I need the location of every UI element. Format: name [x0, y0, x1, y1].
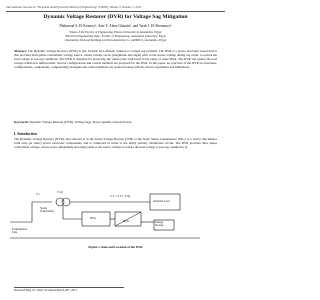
affiliation-2: ²Electrical Engineering Dept., Faculty of Engineering, Alexandria University, Egypt: [65, 33, 166, 38]
dvr-figure: [0, 162, 231, 242]
series-transformer-winding-2: [62, 198, 70, 206]
transmission-line-label: [12, 228, 27, 234]
load-voltage-label: V L = V S + V inj: [110, 195, 130, 198]
abstract-body: The Dynamic Voltage Restorer (DVR) is fast, flexible and efficient solution to voltage sag problem. The DVR is a power electronic based device that provides three-phase controllable voltage source, whose voltage vector (magnitude and angle) adds to the source voltage during sag event, to restore the load voltage to pre-sag conditions. The DVR is designed for protecting the whole plant with loads in the range of some MVA. The DVR can restore the load voltage within few milliseconds. Several configurations and control methods are proposed for the DVR. In this paper, an overview of the DVR, its functions, configurations, components, compensating strategies and control methods are reviewed along with the device capabilities and limitations.: [14, 49, 217, 70]
energy-storage-label: [155, 221, 164, 227]
paper-title: Dynamic Voltage Restorer (DVR) for Voltage Sag Mitigation: [43, 14, 188, 20]
section-heading-introduction: I. Introduction: [14, 132, 37, 136]
series-transformer-label: [40, 207, 54, 213]
journal-header: International Journal on "Technical and Physical Problems of Engineering" (IJTPE), Volume 3, Number 1, 2011: [6, 6, 142, 9]
filter-label: Filter: [90, 217, 97, 220]
transmission-line-label-line-2: Line: [12, 231, 18, 235]
affiliations: [16, 31, 215, 42]
figure-caption: Figure 1. Role and Location of the DVR: [88, 245, 143, 249]
series-transformer-label-line-1: Series: [40, 207, 47, 210]
header-divider: [6, 11, 225, 12]
affiliation-3: ³Alexandria National Refining and Petrochemicals Co. (ANRPC), Alexandria, Egypt: [64, 37, 167, 42]
keywords: [14, 120, 217, 124]
dvr-schematic: [0, 162, 231, 242]
energy-storage-label-line-2: Storage: [155, 224, 164, 228]
dvr-label: DVR: [123, 220, 129, 223]
transmission-line-label-line-1: Transmission: [12, 228, 27, 231]
keywords-heading: Keywords:: [14, 120, 29, 124]
keywords-body: Dynamic Voltage Restorer (DVR), Voltage Sags, Power Quality, Custom Power.: [29, 120, 133, 124]
abstract: [14, 49, 217, 69]
affiliation-1: ¹Dean of the Faculty of Engineering, Pharos University in Alexandria, Egypt: [69, 30, 162, 34]
introduction-paragraph: The Dynamic Voltage Restorer (DVR), also referred to as the Series Voltage Booster (SVB) or the Static Series Compensator (SSC), is a device that utilizes solid state (or static) power electronic components, and is connected in series to the utility primary distribution circuit. The DVR provides three phase controllable voltage, whose vector (magnitude and angle) adds to the source voltage to restore the load voltage to pre-sag conditions [1].: [14, 137, 217, 150]
series-transformer-label-line-2: Transformer: [40, 210, 54, 214]
abstract-heading: Abstract:: [14, 49, 27, 53]
sensitive-load-label: Sensitive Load: [153, 200, 170, 203]
received-accepted-dates: Received May 2ⁿᵈ, 2010; Accepted March 20ᵗʰ, 2011: [14, 288, 78, 292]
energy-storage-label-line-1: Energy: [155, 221, 164, 224]
author-list: Mahmoud S. El-Kenawy¹, Amr Y. Abou-Ghazala², and Tarek I. El-Shennawy³: [59, 24, 172, 28]
source-voltage-label: V s: [36, 193, 40, 196]
injected-voltage-label: V inj: [57, 191, 63, 194]
